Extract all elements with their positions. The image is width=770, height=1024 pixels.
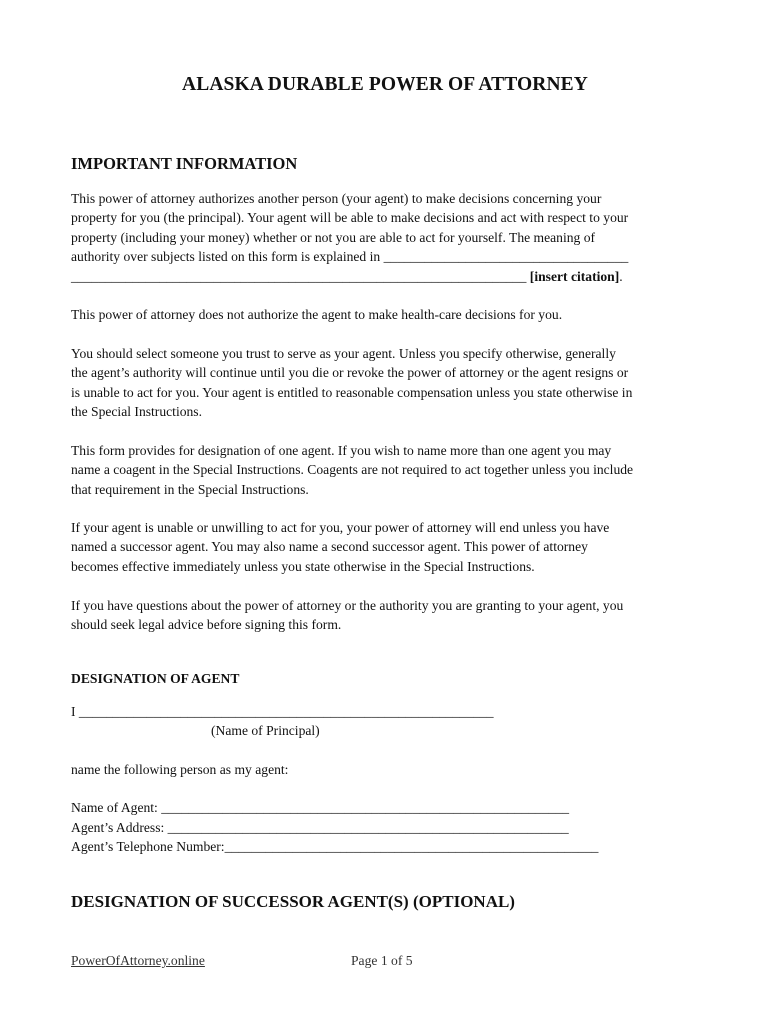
text-line: [71, 267, 701, 286]
text-line: property (including your money) whether or not you are able to act for yourself. The meaning of: [71, 229, 596, 245]
text-line: If your agent is unable or unwilling to act for you, your power of attorney will end unless you have: [71, 520, 610, 535]
text-line: that requirement in the Special Instructions.: [71, 481, 309, 497]
text-line: the agent’s authority will continue until you die or revoke the power of attorney or the agent resigns or: [71, 365, 629, 381]
successor-heading-optional: (OPTIONAL): [408, 892, 515, 911]
text-line: This power of attorney authorizes another person (your agent) to make decisions concerning your: [71, 191, 602, 206]
citation-blank: ___________________________________________________________________: [71, 268, 530, 284]
footer-site-link[interactable]: PowerOfAttorney.online: [71, 953, 205, 968]
successor-heading-bold: DESIGNATION OF SUCCESSOR AGENT(S): [71, 892, 409, 911]
agent-telephone-field[interactable]: Agent’s Telephone Number:_______________________________________________________: [71, 839, 599, 854]
agent-selection-paragraph: [71, 344, 701, 422]
text-line: This form provides for designation of one agent. If you wish to name more than one agent you may: [71, 443, 612, 458]
text-line: named a successor agent. You may also name a second successor agent. This power of attorney: [71, 539, 588, 555]
text-line: becomes effective immediately unless you state otherwise in the Special Instructions.: [71, 558, 535, 574]
text-line: authority over subjects listed on this form is explained in ____________________________________: [71, 249, 629, 265]
text-line: the Special Instructions.: [71, 404, 202, 420]
document-title: ALASKA DURABLE POWER OF ATTORNEY: [182, 74, 588, 95]
coagent-paragraph: [71, 441, 701, 499]
important-information-heading: IMPORTANT INFORMATION: [71, 154, 298, 173]
text-line: This power of attorney does not authorize the agent to make health-care decisions for you.: [71, 307, 563, 322]
text-line: is unable to act for you. Your agent is entitled to reasonable compensation unless you state otherwise in: [71, 384, 633, 400]
health-care-paragraph: [71, 305, 701, 324]
text-line: If you have questions about the power of attorney or the authority you are granting to your agent, you: [71, 598, 624, 613]
intro-paragraph: [71, 189, 701, 286]
agent-intro-text: name the following person as my agent:: [71, 762, 289, 777]
principal-name-field[interactable]: I _____________________________________________________________: [71, 704, 494, 719]
designation-of-agent-heading: DESIGNATION OF AGENT: [71, 671, 240, 686]
designation-of-successor-heading: [71, 892, 515, 912]
text-line: property for you (the principal). Your agent will be able to make decisions and act with respect to your: [71, 210, 629, 226]
text-line: You should select someone you trust to serve as your agent. Unless you specify otherwise, generally: [71, 346, 616, 361]
legal-advice-paragraph: [71, 596, 701, 635]
text-line: name a coagent in the Special Instructions. Coagents are not required to act together unless you include: [71, 462, 634, 478]
footer-page-number: Page 1 of 5: [351, 953, 413, 968]
agent-address-field[interactable]: Agent’s Address: ___________________________________________________________: [71, 820, 569, 835]
period: .: [619, 268, 623, 284]
agent-name-field[interactable]: Name of Agent: ____________________________________________________________: [71, 800, 570, 815]
successor-paragraph: [71, 518, 701, 576]
text-line: should seek legal advice before signing this form.: [71, 617, 342, 633]
principal-name-caption: (Name of Principal): [211, 723, 320, 738]
insert-citation-placeholder: [insert citation]: [529, 268, 620, 284]
